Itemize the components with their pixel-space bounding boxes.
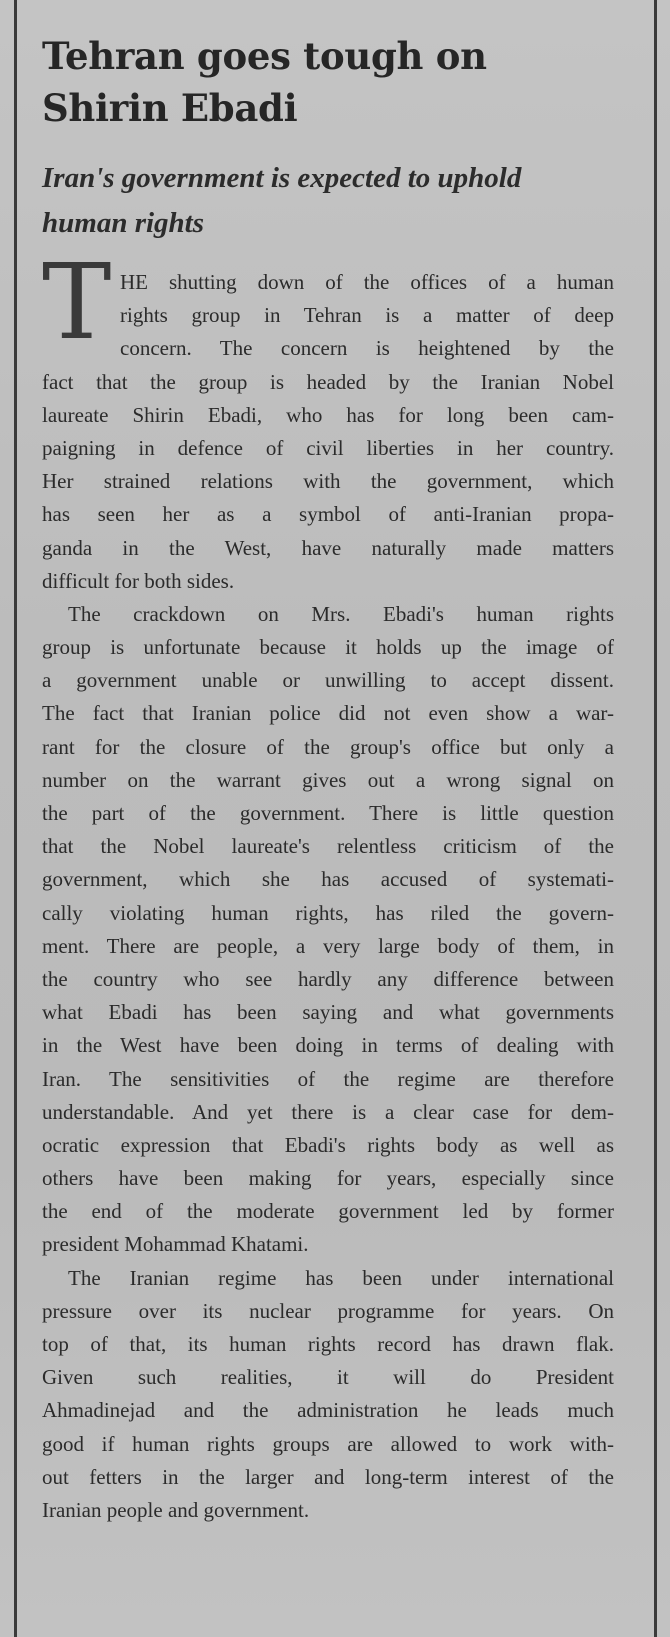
body-line: what Ebadi has been saying and what governments <box>42 1000 614 1025</box>
body-line: ment. There are people, a very large body of them, in <box>42 933 614 958</box>
body-line: rights group in Tehran is a matter of deep <box>120 303 614 328</box>
body-line: The Iranian regime has been under international <box>68 1265 614 1290</box>
headline <box>42 30 642 134</box>
body-line: ganda in the West, have naturally made matters <box>42 535 614 560</box>
body-line: has seen her as a symbol of anti-Iranian propa- <box>42 502 614 527</box>
body-line: number on the warrant gives out a wrong signal on <box>42 767 614 792</box>
body-line: the end of the moderate government led by former <box>42 1199 614 1224</box>
body-line: Iran. The sensitivities of the regime are therefore <box>42 1066 614 1091</box>
body-line: difficult for both sides. <box>42 568 235 593</box>
body-line: group is unfortunate because it holds up the image of <box>42 635 614 660</box>
body-line: the part of the government. There is little question <box>42 801 614 825</box>
headline-line: Shirin Ebadi <box>42 86 298 130</box>
headline-line: Tehran goes tough on <box>42 34 487 78</box>
body-line: pressure over its nuclear programme for years. On <box>42 1298 614 1323</box>
article-body <box>42 266 614 1527</box>
body-line: others have been making for years, especially since <box>42 1166 614 1191</box>
body-line: Given such realities, it will do President <box>42 1365 614 1390</box>
body-line: Her strained relations with the government, which <box>42 469 614 494</box>
body-line: ocratic expression that Ebadi's rights body as well as <box>42 1132 614 1157</box>
body-line: paigning in defence of civil liberties in her country. <box>42 435 614 460</box>
subheadline <box>42 156 642 246</box>
drop-cap: T <box>42 241 112 363</box>
body-line: rant for the closure of the group's office but only a <box>42 734 614 759</box>
body-line: The crackdown on Mrs. Ebadi's human rights <box>68 601 614 626</box>
right-column-rule <box>654 0 657 1637</box>
body-line: concern. The concern is heightened by the <box>120 336 614 361</box>
body-line: HE shutting down of the offices of a human <box>120 270 614 294</box>
body-line: that the Nobel laureate's relentless criticism of the <box>42 834 614 859</box>
subheadline-line: human rights <box>42 207 205 239</box>
body-line: out fetters in the larger and long-term interest of the <box>42 1464 614 1489</box>
body-line: good if human rights groups are allowed to work with- <box>42 1431 614 1456</box>
body-line: government, which she has accused of systemati- <box>42 867 614 892</box>
body-line: Ahmadinejad and the administration he leads much <box>42 1398 614 1423</box>
body-line: cally violating human rights, has riled the govern- <box>42 900 614 925</box>
body-line: The fact that Iranian police did not even show a war- <box>42 701 614 726</box>
body-line: top of that, its human rights record has drawn flak. <box>42 1332 614 1356</box>
body-line: Iranian people and government. <box>42 1497 310 1522</box>
body-line: understandable. And yet there is a clear case for dem- <box>42 1099 614 1124</box>
body-line: laureate Shirin Ebadi, who has for long been cam- <box>42 402 614 427</box>
body-line: a government unable or unwilling to accept dissent. <box>42 668 614 693</box>
body-line: the country who see hardly any difference between <box>42 966 614 991</box>
subheadline-line: Iran's government is expected to uphold <box>42 162 522 194</box>
body-line: fact that the group is headed by the Iranian Nobel <box>42 369 614 394</box>
body-line: president Mohammad Khatami. <box>42 1232 309 1257</box>
body-line: in the West have been doing in terms of dealing with <box>42 1033 614 1058</box>
left-column-rule <box>14 0 17 1637</box>
